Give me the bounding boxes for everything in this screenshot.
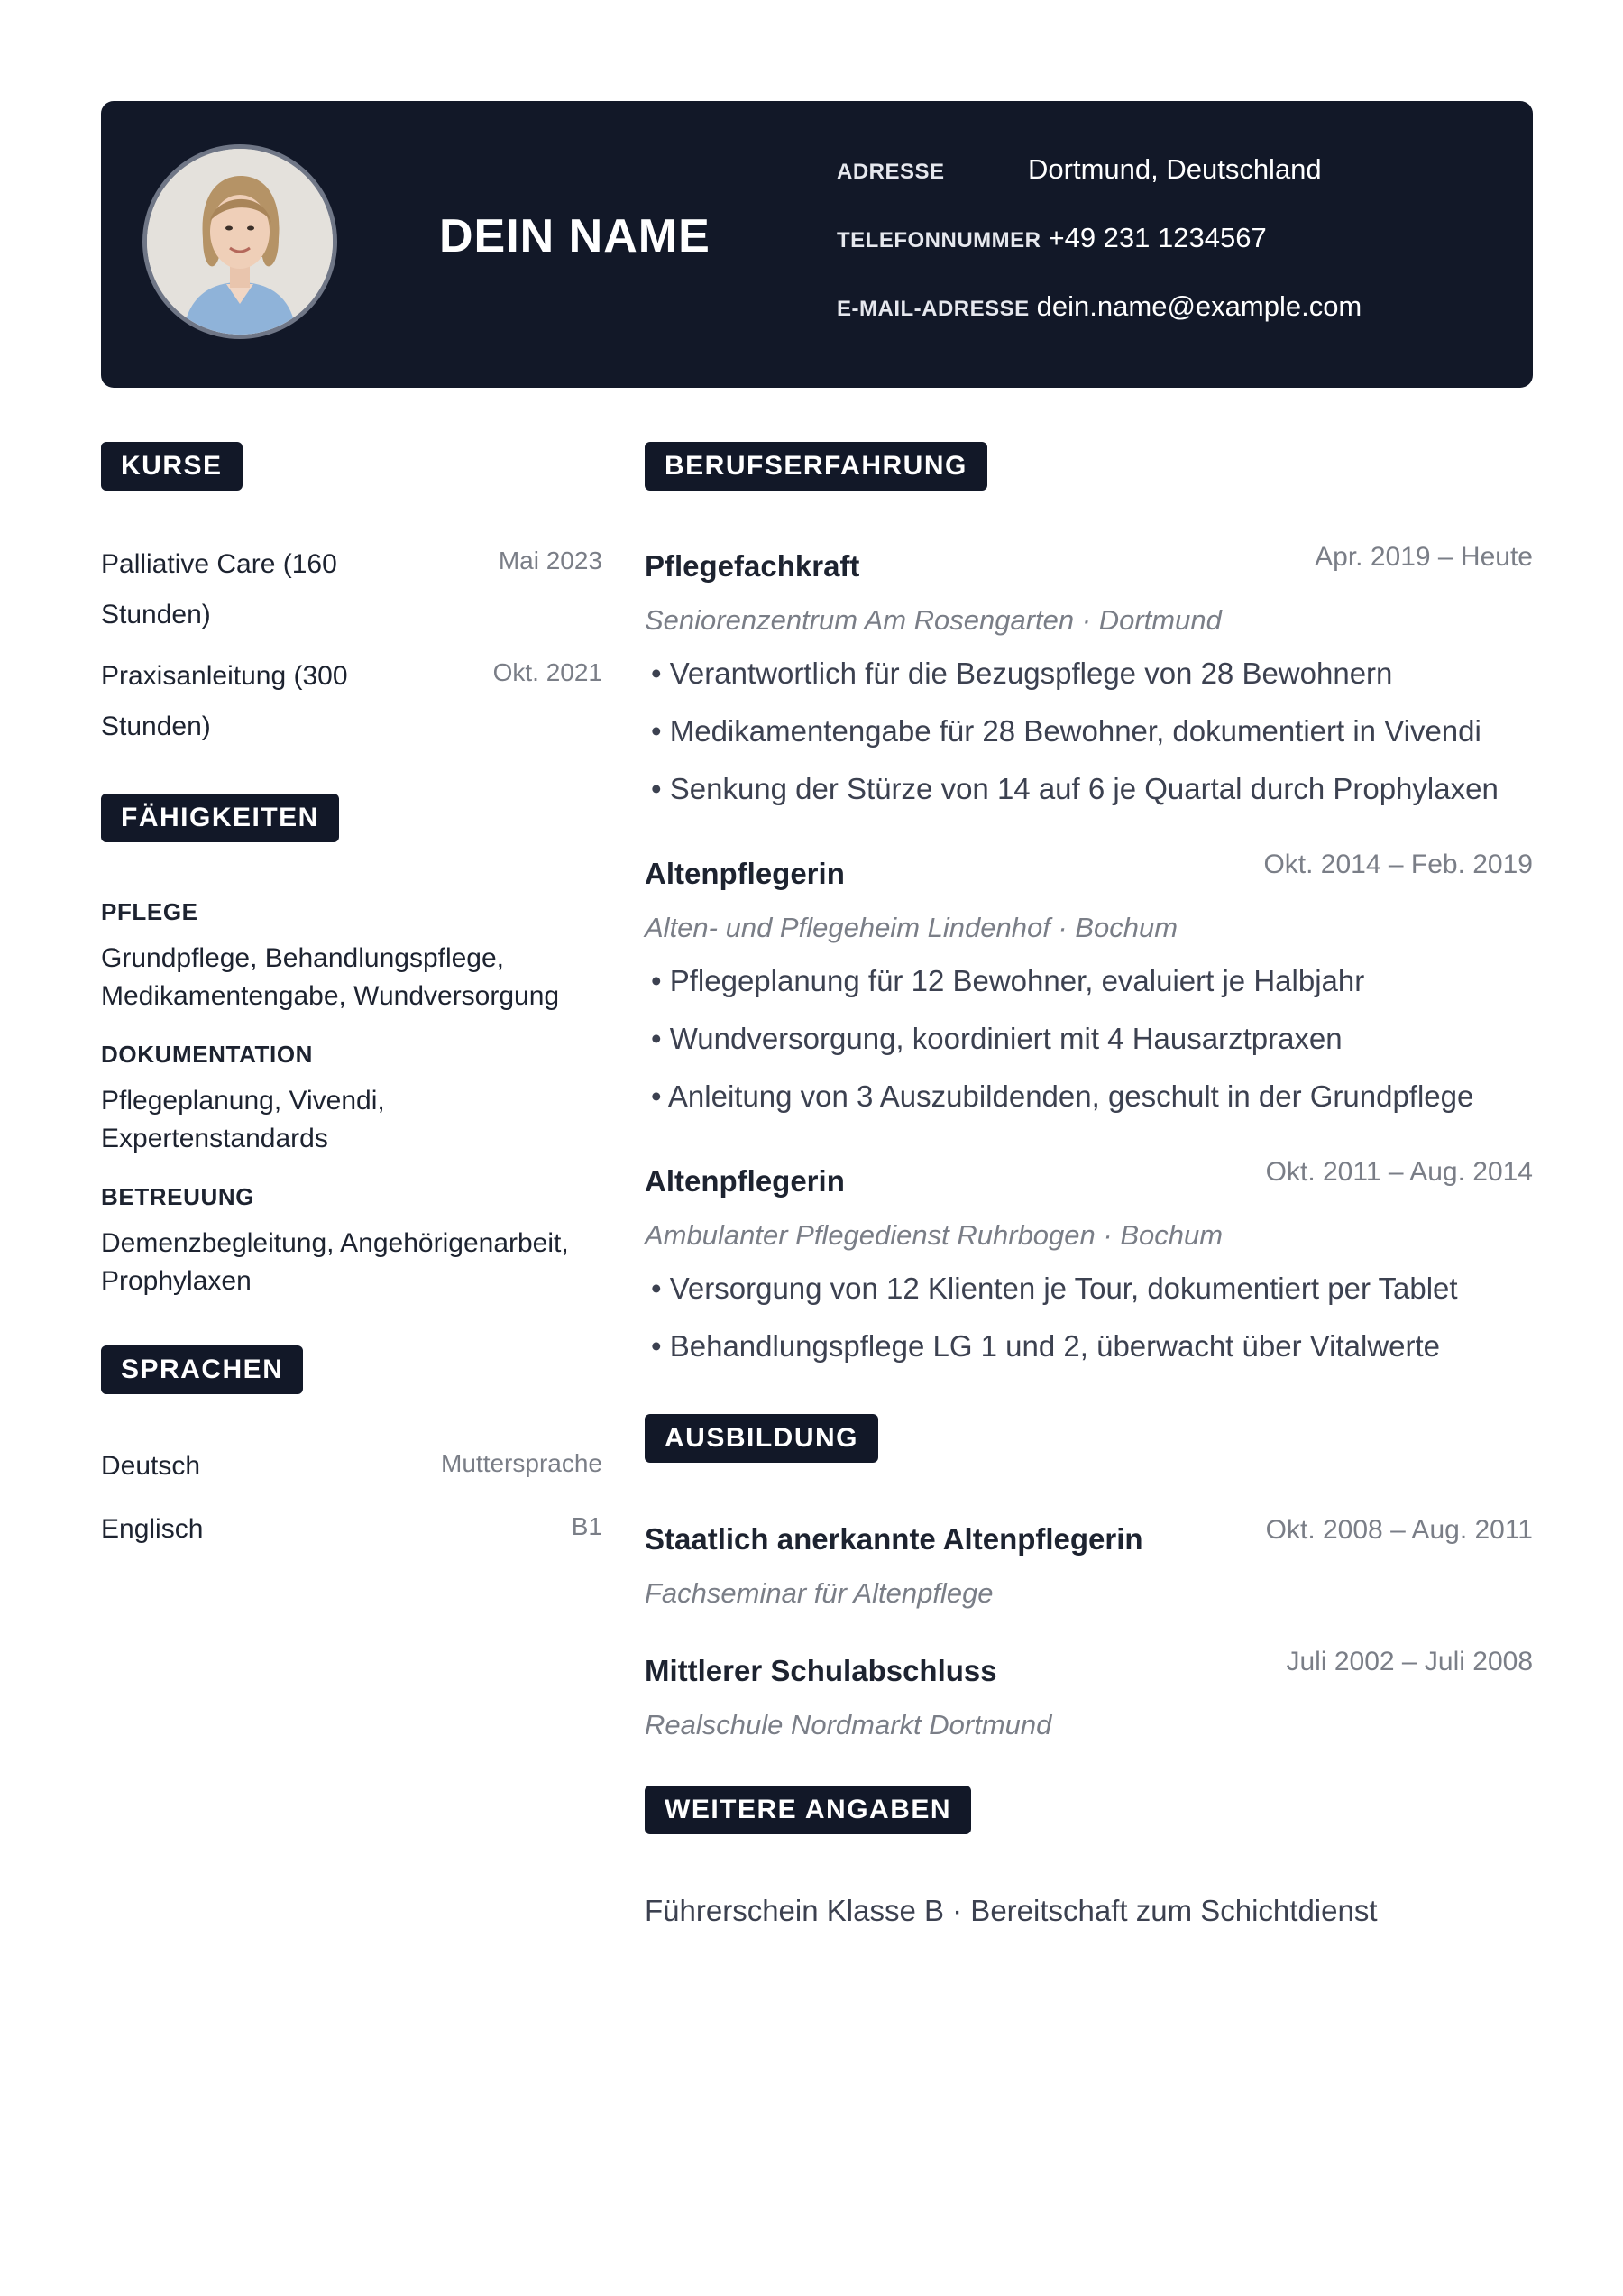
portrait-photo-icon [147,149,333,335]
job-title: Pflegefachkraft [645,549,860,583]
contact-email [837,290,1362,323]
skill-line: Pflegeplanung, Vivendi, [101,1086,385,1116]
job-bullet: • Medikamentengabe für 28 Bewohner, dokumentiert in Vivendi [651,714,1481,748]
job-employer: Alten- und Pflegeheim Lindenhof · Bochum [645,912,1178,943]
skill-group-text [101,940,606,1015]
skill-group-text [101,1225,624,1300]
course-name-line2: Stunden) [101,712,211,741]
job-date: Apr. 2019 – Heute [1315,542,1533,572]
language-level: B1 [571,1512,602,1540]
contact-value: Dortmund, Deutschland [1028,153,1322,185]
skill-line: Grundpflege, Behandlungspflege, [101,943,505,973]
language-name: Englisch [101,1514,204,1544]
skill-group-title: DOKUMENTATION [101,1041,314,1068]
language-level: Muttersprache [441,1449,602,1477]
language-name: Deutsch [101,1451,201,1481]
contact-value: dein.name@example.com [1036,290,1362,322]
skill-line: Expertenstandards [101,1124,328,1153]
course-date: Mai 2023 [498,546,602,574]
job-date: Okt. 2011 – Aug. 2014 [1265,1157,1533,1187]
course-name-line2: Stunden) [101,600,211,629]
education-title: Staatlich anerkannte Altenpflegerin [645,1522,1143,1556]
job-bullet: • Senkung der Stürze von 14 auf 6 je Quartal durch Prophylaxen [651,772,1499,805]
job-bullet: • Anleitung von 3 Auszubildenden, geschult in der Grundpflege [651,1079,1474,1113]
contact-label: TELEFONNUMMER [837,228,1041,253]
section-heading-faehigkeiten: FÄHIGKEITEN [101,794,339,842]
education-school: Realschule Nordmarkt Dortmund [645,1709,1052,1740]
contact-value: +49 231 1234567 [1048,222,1267,253]
job-bullet: • Behandlungspflege LG 1 und 2, überwacht über Vitalwerte [651,1329,1441,1363]
skill-group-title: BETREUUNG [101,1183,255,1210]
section-heading-berufserfahrung: BERUFSERFAHRUNG [645,442,987,491]
education-date: Okt. 2008 – Aug. 2011 [1265,1515,1533,1545]
course-item [101,651,426,752]
additional-info-text: Führerschein Klasse B · Bereitschaft zum Schichtdienst [645,1894,1378,1927]
job-date: Okt. 2014 – Feb. 2019 [1263,850,1533,879]
skill-group-title: PFLEGE [101,898,198,925]
course-name-line1: Palliative Care (160 [101,549,337,579]
contact-address [837,153,1322,186]
section-heading-kurse: KURSE [101,442,243,491]
education-title: Mittlerer Schulabschluss [645,1654,997,1687]
job-title: Altenpflegerin [645,857,845,890]
person-name: DEIN NAME [439,210,711,262]
contact-phone [837,222,1267,254]
contact-label: ADRESSE [837,160,945,184]
skill-line: Medikamentengabe, Wundversorgung [101,981,560,1011]
skill-line: Prophylaxen [101,1266,252,1296]
section-heading-sprachen: SPRACHEN [101,1345,303,1394]
education-date: Juli 2002 – Juli 2008 [1286,1647,1533,1676]
contact-label: E-MAIL-ADRESSE [837,297,1030,321]
job-title: Altenpflegerin [645,1164,845,1198]
job-employer: Seniorenzentrum Am Rosengarten · Dortmund [645,604,1222,636]
skill-line: Demenzbegleitung, Angehörigenarbeit, [101,1228,569,1258]
course-item [101,539,426,640]
job-bullet: • Verantwortlich für die Bezugspflege von 28 Bewohnern [651,657,1393,690]
avatar [142,144,337,339]
section-heading-weitere-angaben: WEITERE ANGABEN [645,1786,971,1834]
course-date: Okt. 2021 [492,658,602,686]
education-school: Fachseminar für Altenpflege [645,1577,994,1609]
job-bullet: • Versorgung von 12 Klienten je Tour, dokumentiert per Tablet [651,1272,1458,1305]
section-heading-ausbildung: AUSBILDUNG [645,1414,878,1463]
job-bullet: • Pflegeplanung für 12 Bewohner, evaluiert je Halbjahr [651,964,1365,997]
header-banner [101,101,1533,388]
course-name-line1: Praxisanleitung (300 [101,661,348,691]
skill-group-text [101,1082,606,1158]
job-employer: Ambulanter Pflegedienst Ruhrbogen · Bochum [645,1219,1224,1251]
job-bullet: • Wundversorgung, koordiniert mit 4 Hausarztpraxen [651,1022,1343,1055]
